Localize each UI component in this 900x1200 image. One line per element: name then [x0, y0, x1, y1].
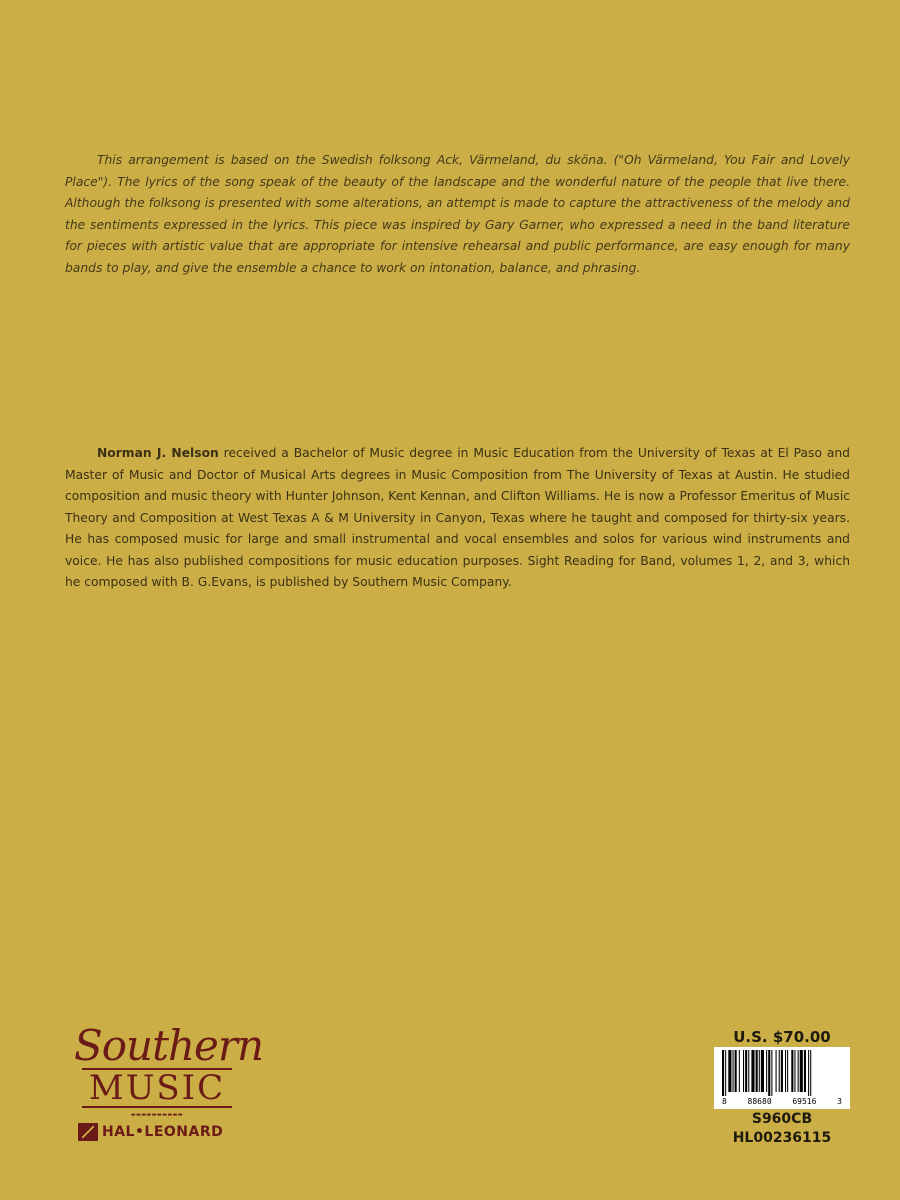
barcode: [714, 1047, 850, 1109]
barcode-bar: [728, 1050, 731, 1092]
price: U.S. $70.00: [733, 1028, 831, 1046]
barcode-bar: [785, 1050, 786, 1092]
barcode-bar: [771, 1050, 772, 1096]
barcode-digit-group: 88680: [747, 1097, 772, 1106]
barcode-bar: [733, 1050, 734, 1092]
barcode-bar: [759, 1050, 760, 1092]
hal-leonard-text: HAL•LEONARD: [102, 1124, 224, 1140]
barcode-bar: [751, 1050, 754, 1092]
barcode-bar: [804, 1050, 806, 1092]
hal-leonard-logo: [78, 1122, 223, 1142]
barcode-bars: [722, 1050, 842, 1096]
barcode-bar: [748, 1050, 749, 1092]
barcode-bar: [722, 1050, 724, 1096]
arrangement-description: This arrangement is based on the Swedish folksong Ack, Värmeland, du sköna. ("Oh Värmeland, You Fair and Lovely Place"). The lyrics of the song speak of the beauty of the landscape and the wonderful nature of the people that live there. Although the folksong is presented with some alterations, an attempt is made to capture the attractiveness of the melody and the sentiments expressed in the lyrics. This piece was inspired by Gary Garner, who expressed a need in the band literature for pieces with artistic value that are appropriate for intensive rehearsal and public performance, are easy enough for many bands to play, and give the ensemble a chance to work on intonation, balance, and phrasing.: [65, 153, 850, 275]
composer-bio: [65, 443, 850, 594]
barcode-bar: [766, 1050, 767, 1092]
barcode-bar: [808, 1050, 809, 1096]
barcode-bar: [794, 1050, 795, 1092]
barcode-bar: [776, 1050, 777, 1092]
barcode-bar: [761, 1050, 764, 1092]
southern-music-logo: [72, 1021, 264, 1152]
logo-southern-text: Southern: [74, 1021, 264, 1070]
barcode-bar: [791, 1050, 793, 1092]
composer-name: Norman J. Nelson: [97, 446, 219, 460]
logo-fine-print-graphic: ▬▬▬▬▬▬▬▬▬▬: [130, 1112, 184, 1118]
barcode-bar: [798, 1050, 799, 1092]
logo-music-text: MUSIC: [88, 1068, 226, 1108]
barcode-bar: [725, 1050, 726, 1096]
barcode-bar: [735, 1050, 737, 1092]
barcode-bar: [800, 1050, 803, 1092]
barcode-digit-group: 8: [722, 1097, 727, 1106]
barcode-bar: [739, 1050, 740, 1092]
barcode-digit-group: 3: [837, 1097, 842, 1106]
hal-leonard-icon: [78, 1123, 98, 1141]
barcode-bar: [810, 1050, 811, 1096]
barcode-bar: [779, 1050, 780, 1092]
barcode-bar: [768, 1050, 770, 1096]
barcode-bar: [743, 1050, 744, 1092]
barcode-bar: [787, 1050, 788, 1092]
barcode-digit-group: 69516: [792, 1097, 817, 1106]
barcode-bar: [745, 1050, 747, 1092]
barcode-bar: [756, 1050, 758, 1092]
composer-bio-text: received a Bachelor of Music degree in Music Education from the University of Texas at El Paso and Master of Music and Doctor of Musical Arts degrees in Music Composition from The University of Texas at Austin. He studied composition and music theory with Hunter Johnson, Kent Kennan, and Clifton Williams. He is now a Professor Emeritus of Music Theory and Composition at West Texas A & M University in Canyon, Texas where he taught and composed for thirty-six years. He has composed music for large and small instrumental and vocal ensembles and solos for various wind instruments and voice. He has also published compositions for music education purposes. Sight Reading for Band, volumes 1, 2, and 3, which he composed with B. G.Evans, is published by Southern Music Company.: [65, 446, 850, 589]
logo-music-band: [82, 1068, 232, 1108]
hl-number: HL00236115: [732, 1130, 832, 1146]
catalog-number: S960CB: [751, 1111, 813, 1127]
barcode-digits: [722, 1097, 842, 1106]
barcode-bar: [781, 1050, 783, 1092]
